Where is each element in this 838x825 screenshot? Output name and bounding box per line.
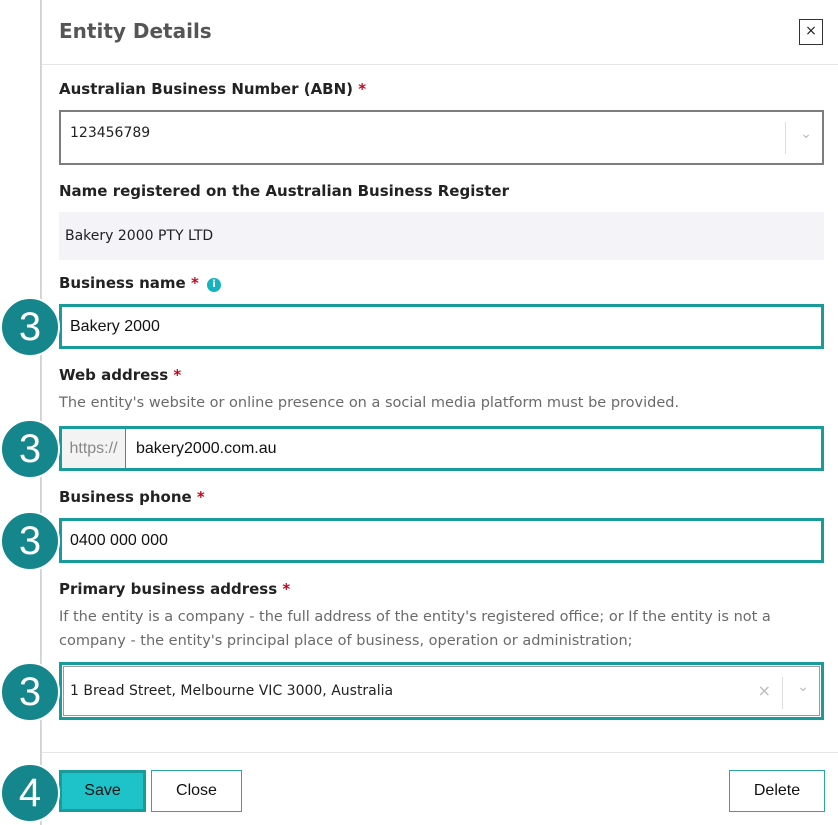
web-address-help: The entity's website or online presence on a social media platform must be provided. <box>59 395 680 411</box>
business-phone-value: 0400 000 000 <box>70 532 168 549</box>
step-marker: 4 <box>0 763 60 823</box>
chevron-down-icon[interactable]: ⌄ <box>797 679 809 695</box>
required-marker: * <box>190 274 199 292</box>
web-address-label: Web address * <box>59 366 182 384</box>
abn-label: Australian Business Number (ABN) * <box>59 80 367 98</box>
registered-name-field <box>59 212 824 260</box>
required-marker: * <box>282 580 291 598</box>
business-name-label: Business name * i <box>59 274 221 292</box>
save-button[interactable]: Save <box>59 770 146 812</box>
required-marker: * <box>196 488 205 506</box>
step-marker: 3 <box>0 297 60 357</box>
required-marker: * <box>358 80 367 98</box>
close-button[interactable]: Close <box>151 770 242 812</box>
business-name-value: Bakery 2000 <box>70 318 160 335</box>
web-address-value: bakery2000.com.au <box>136 440 277 457</box>
modal-title: Entity Details <box>59 19 212 43</box>
step-marker: 3 <box>0 419 60 479</box>
info-icon[interactable]: i <box>207 278 221 292</box>
modal-header <box>42 0 838 65</box>
primary-address-select[interactable] <box>59 662 824 720</box>
required-marker: * <box>173 366 182 384</box>
chevron-down-icon[interactable]: ⌄ <box>800 126 812 142</box>
registered-name-value: Bakery 2000 PTY LTD <box>65 228 214 244</box>
step-marker: 3 <box>0 662 60 722</box>
select-separator <box>782 677 783 709</box>
footer-divider <box>42 752 838 753</box>
primary-address-label: Primary business address * <box>59 580 291 598</box>
primary-address-help: If the entity is a company - the full address of the entity's registered office; or If the entity is not a company - the entity's principal place of business, operation or administration; <box>59 609 771 649</box>
business-phone-label: Business phone * <box>59 488 205 506</box>
abn-value: 123456789 <box>70 125 151 141</box>
url-prefix: https:// <box>62 429 126 468</box>
select-separator <box>785 122 786 154</box>
business-phone-input[interactable] <box>59 518 824 563</box>
primary-address-value: 1 Bread Street, Melbourne VIC 3000, Australia <box>70 683 394 699</box>
entity-details-modal <box>41 0 838 825</box>
clear-icon[interactable]: × <box>757 681 771 700</box>
close-icon[interactable]: × <box>799 19 823 45</box>
abn-select[interactable] <box>59 110 824 165</box>
registered-name-label: Name registered on the Australian Business Register <box>59 182 509 200</box>
business-name-input[interactable] <box>59 304 824 349</box>
step-marker: 3 <box>0 511 60 571</box>
address-select-inner <box>63 666 820 716</box>
delete-button[interactable]: Delete <box>729 770 825 812</box>
web-address-input[interactable] <box>59 426 824 471</box>
